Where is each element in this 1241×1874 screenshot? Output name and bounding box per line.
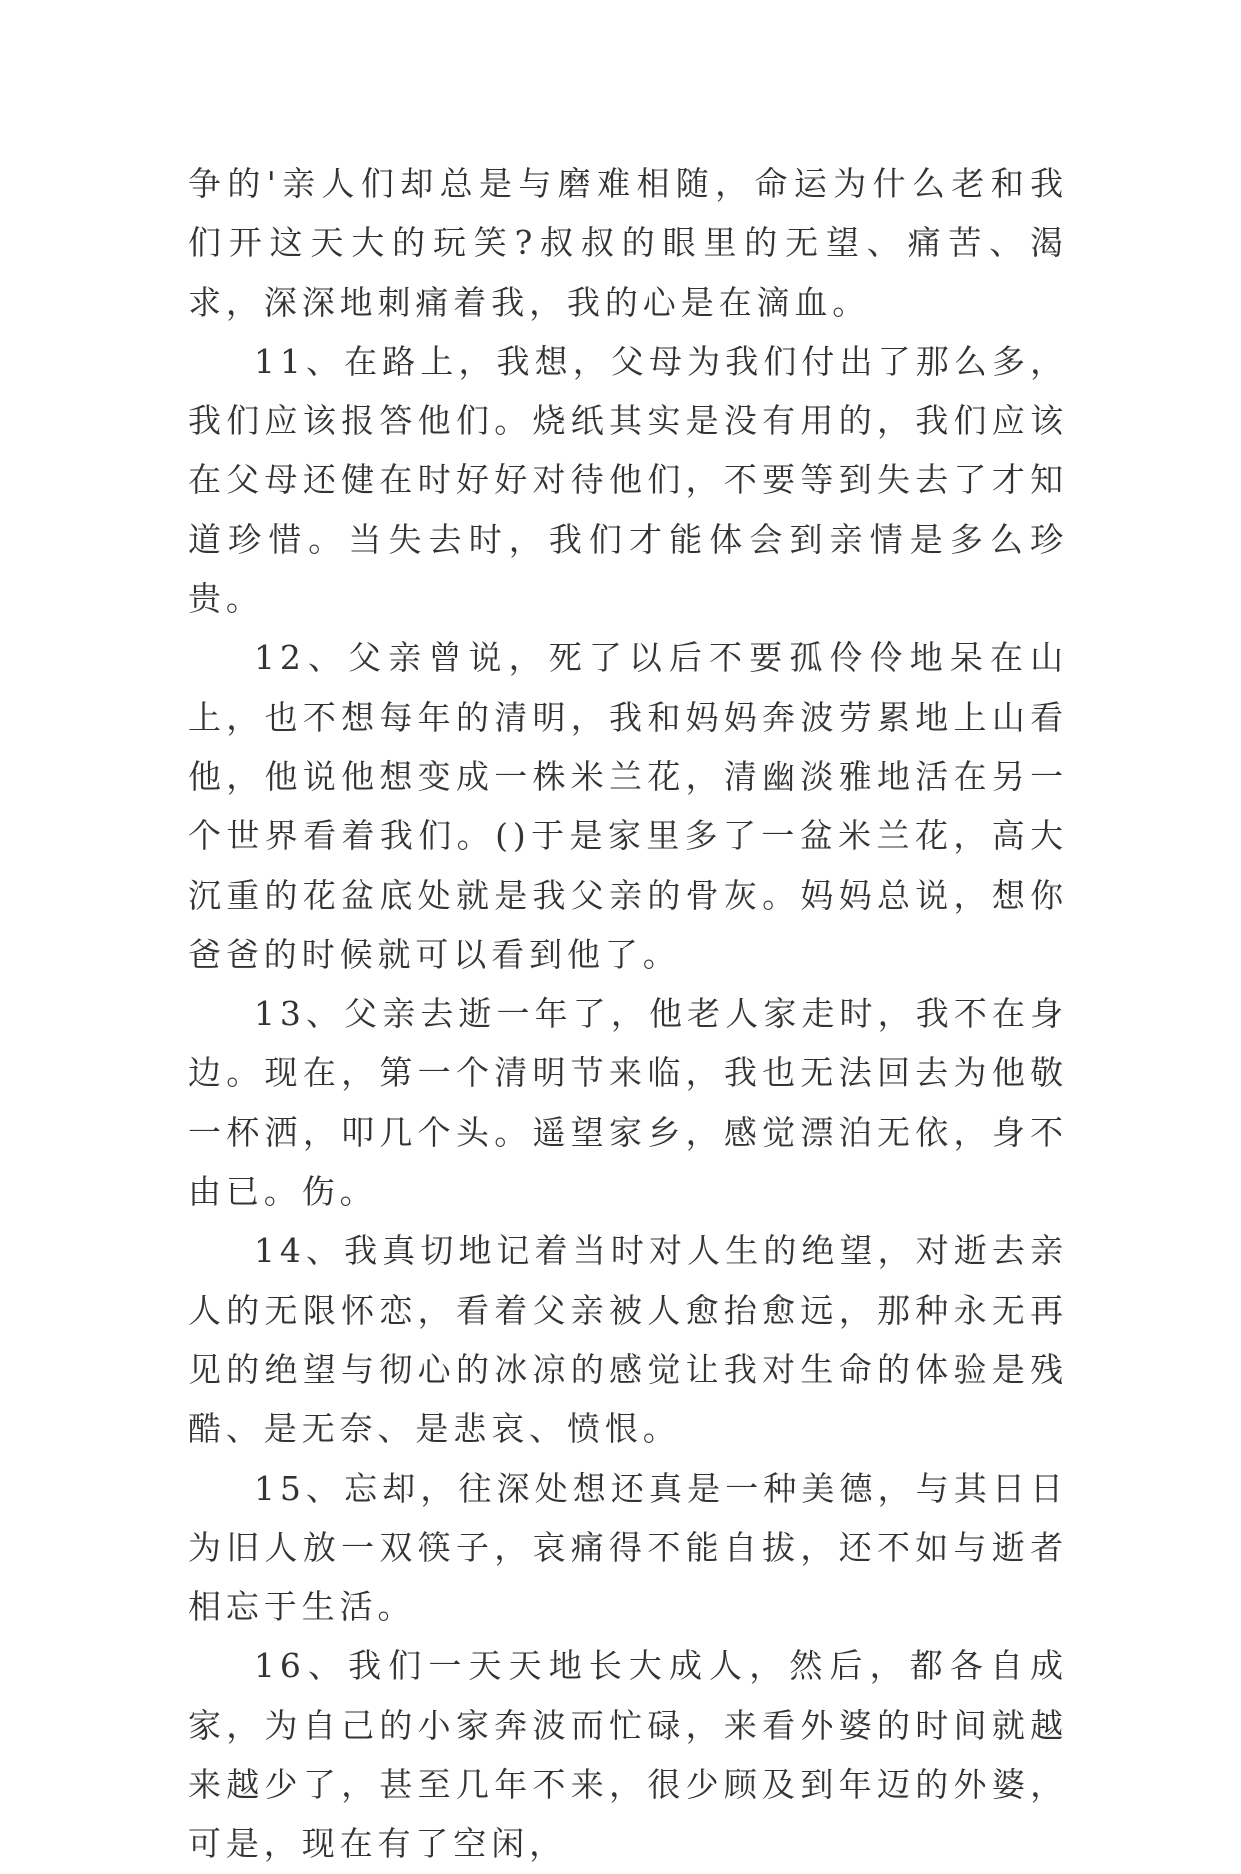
paragraph-12: 12、父亲曾说，死了以后不要孤伶伶地呆在山上，也不想每年的清明，我和妈妈奔波劳累地上山看他，他说他想变成一株米兰花，清幽淡雅地活在另一个世界看着我们。()于是家里多了一盆米兰花，高大沉重的花盆底处就是我父亲的骨灰。妈妈总说，想你爸爸的时候就可以看到他了。 [188,638,1068,974]
article-body [188,154,1068,1874]
paragraph-continuation: 争的'亲人们却总是与磨难相随，命运为什么老和我们开这天大的玩笑?叔叔的眼里的无望、痛苦、渴求，深深地刺痛着我，我的心是在滴血。 [188,164,1068,322]
paragraph-16: 16、我们一天天地长大成人，然后，都各自成家，为自己的小家奔波而忙碌，来看外婆的时间就越来越少了，甚至几年不来，很少顾及到年迈的外婆，可是，现在有了空闲， [188,1646,1068,1864]
paragraph-15: 15、忘却，往深处想还真是一种美德，与其日日为旧人放一双筷子，哀痛得不能自拔，还不如与逝者相忘于生活。 [188,1468,1068,1627]
paragraph-13: 13、父亲去逝一年了，他老人家走时，我不在身边。现在，第一个清明节来临，我也无法回去为他敬一杯洒，叩几个头。遥望家乡，感觉漂泊无依，身不由已。伤。 [188,994,1068,1212]
paragraph-11: 11、在路上，我想，父母为我们付出了那么多，我们应该报答他们。烧纸其实是没有用的，我们应该在父母还健在时好好对待他们，不要等到失去了才知道珍惜。当失去时，我们才能体会到亲情是多么珍贵。 [188,341,1068,619]
paragraph-14: 14、我真切地记着当时对人生的绝望，对逝去亲人的无限怀恋，看着父亲被人愈抬愈远，那种永无再见的绝望与彻心的冰凉的感觉让我对生命的体验是残酷、是无奈、是悲哀、愤恨。 [188,1231,1068,1449]
